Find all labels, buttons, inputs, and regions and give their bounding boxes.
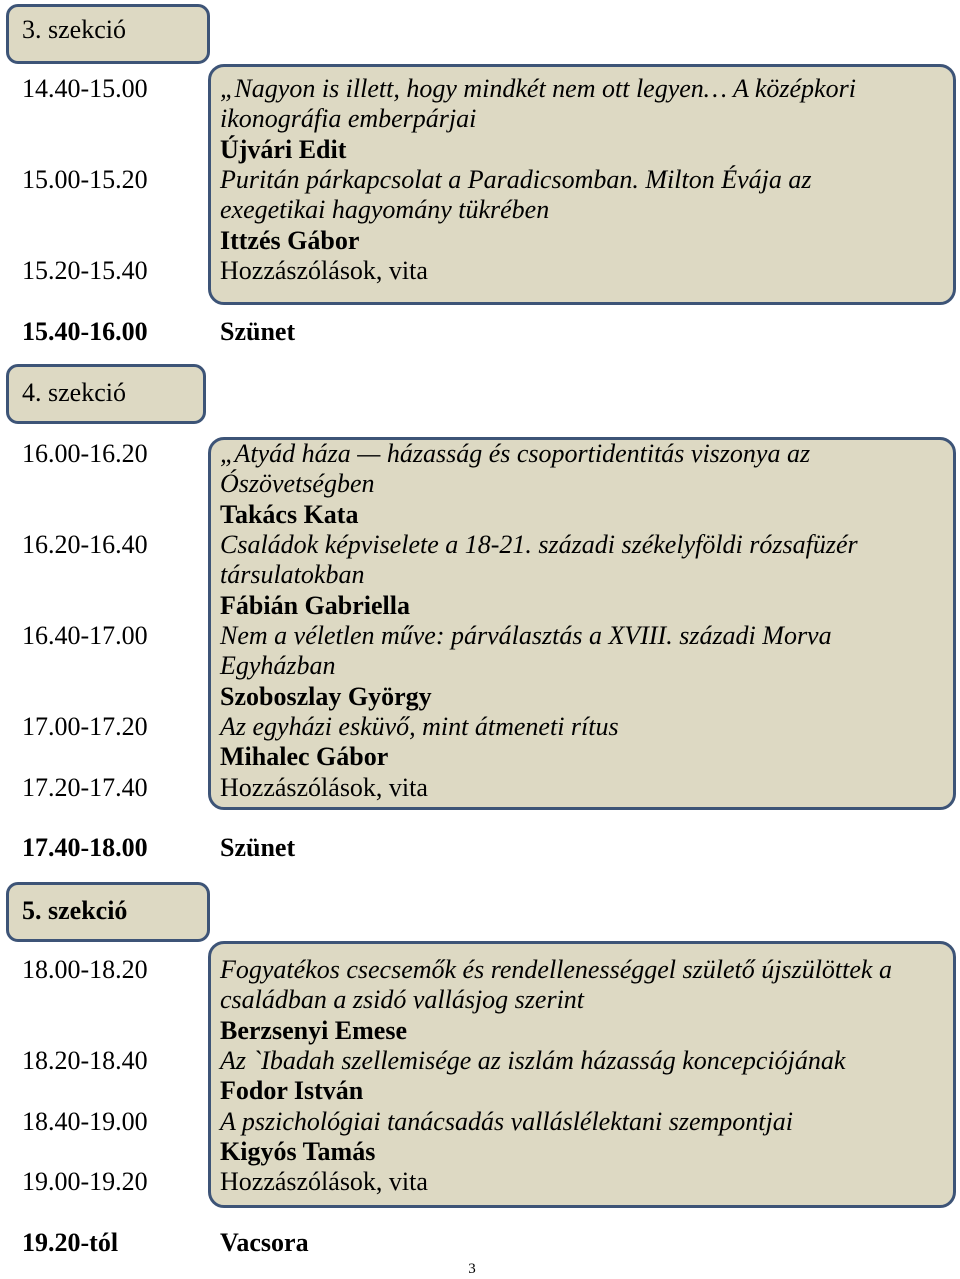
talk-time: 16.00-16.20 [22,439,148,468]
talk-details [220,439,960,530]
talk-details [220,1046,960,1107]
dinner-row [0,1228,960,1258]
talk-row [0,1107,960,1168]
dinner-label: Vacsora [220,1228,309,1257]
talk-details [220,955,960,1046]
talk-title-line: családban a zsidó vallásjog szerint [220,985,585,1015]
section-header [6,364,206,424]
break-time: 17.40-18.00 [22,833,148,862]
speaker-name: Újvári Edit [220,134,347,164]
break-row [0,833,960,863]
speaker-name: Fodor István [220,1076,364,1106]
speaker-name: Mihalec Gábor [220,742,389,772]
talk-time: 15.00-15.20 [22,165,148,195]
discussion-row [0,1167,960,1197]
talk-title-line: Családok képviselete a 18-21. századi székelyföldi rózsafüzér [220,530,858,560]
talk-row [0,1046,960,1107]
speaker-name: Kigyós Tamás [220,1137,376,1167]
discussion-row [0,773,960,803]
talk-row [0,530,960,621]
page-number: 3 [468,1261,476,1277]
talk-title-line: Fogyatékos csecsemők és rendellenességgel születő újszülöttek a [220,955,892,984]
section-title: 3. szekció [22,15,126,44]
talk-title-line: A pszichológiai tanácsadás valláslélektani szempontjai [220,1106,793,1136]
discussion-time: 17.20-17.40 [22,772,148,802]
talk-title-line: Az `Ibadah szellemisége az iszlám házasság koncepciójának [220,1046,846,1076]
break-label: Szünet [220,317,296,346]
talk-title-line: „Atyád háza — házasság és csoportidentitás viszonya az [220,439,811,468]
talk-title-line: Ószövetségben [220,469,375,499]
talk-title-line: ikonográfia emberpárjai [220,104,477,134]
talk-details [220,1107,960,1168]
talk-title-line: exegetikai hagyomány tükrében [220,195,550,225]
discussion-label: Hozzászólások, vita [220,772,428,802]
discussion-label: Hozzászólások, vita [220,1167,428,1197]
speaker-name: Berzsenyi Emese [220,1015,408,1045]
session-schedule [0,955,960,1198]
talk-row [0,712,960,773]
section-title: 4. szekció [22,378,126,407]
section-header [6,882,210,942]
section-title: 5. szekció [22,896,128,925]
talk-time: 17.00-17.20 [22,712,148,742]
discussion-time: 19.00-19.20 [22,1167,148,1197]
talk-title-line: társulatokban [220,560,365,590]
session-schedule [0,439,960,803]
talk-title-line: Egyházban [220,651,336,681]
talk-time: 16.20-16.40 [22,530,148,560]
talk-title-line: Nem a véletlen műve: párválasztás a XVIII. századi Morva [220,621,832,651]
talk-row [0,165,960,256]
talk-time: 18.00-18.20 [22,955,148,984]
talk-row [0,955,960,1046]
speaker-name: Szoboszlay György [220,681,432,711]
talk-time: 18.40-19.00 [22,1106,148,1136]
talk-title-line: Az egyházi esküvő, mint átmeneti rítus [220,712,619,742]
talk-details [220,712,960,773]
speaker-name: Fábián Gabriella [220,590,410,620]
talk-time: 18.20-18.40 [22,1046,148,1076]
discussion-row [0,256,960,286]
break-label: Szünet [220,833,296,862]
talk-row [0,621,960,712]
discussion-label: Hozzászólások, vita [220,256,428,286]
break-row [0,317,960,347]
speaker-name: Takács Kata [220,499,359,529]
break-time: 15.40-16.00 [22,317,148,346]
session-schedule [0,74,960,286]
talk-title-line: „Nagyon is illett, hogy mindkét nem ott legyen… A középkori [220,74,856,103]
talk-details [220,165,960,256]
talk-title-line: Puritán párkapcsolat a Paradicsomban. Milton Évája az [220,165,812,195]
talk-details [220,530,960,621]
talk-row [0,439,960,530]
talk-row [0,74,960,165]
talk-details [220,74,960,165]
talk-time: 14.40-15.00 [22,74,148,103]
talk-details [220,621,960,712]
section-header [6,4,210,64]
dinner-time: 19.20-tól [22,1228,119,1257]
discussion-time: 15.20-15.40 [22,256,148,286]
speaker-name: Ittzés Gábor [220,225,360,255]
talk-time: 16.40-17.00 [22,621,148,651]
